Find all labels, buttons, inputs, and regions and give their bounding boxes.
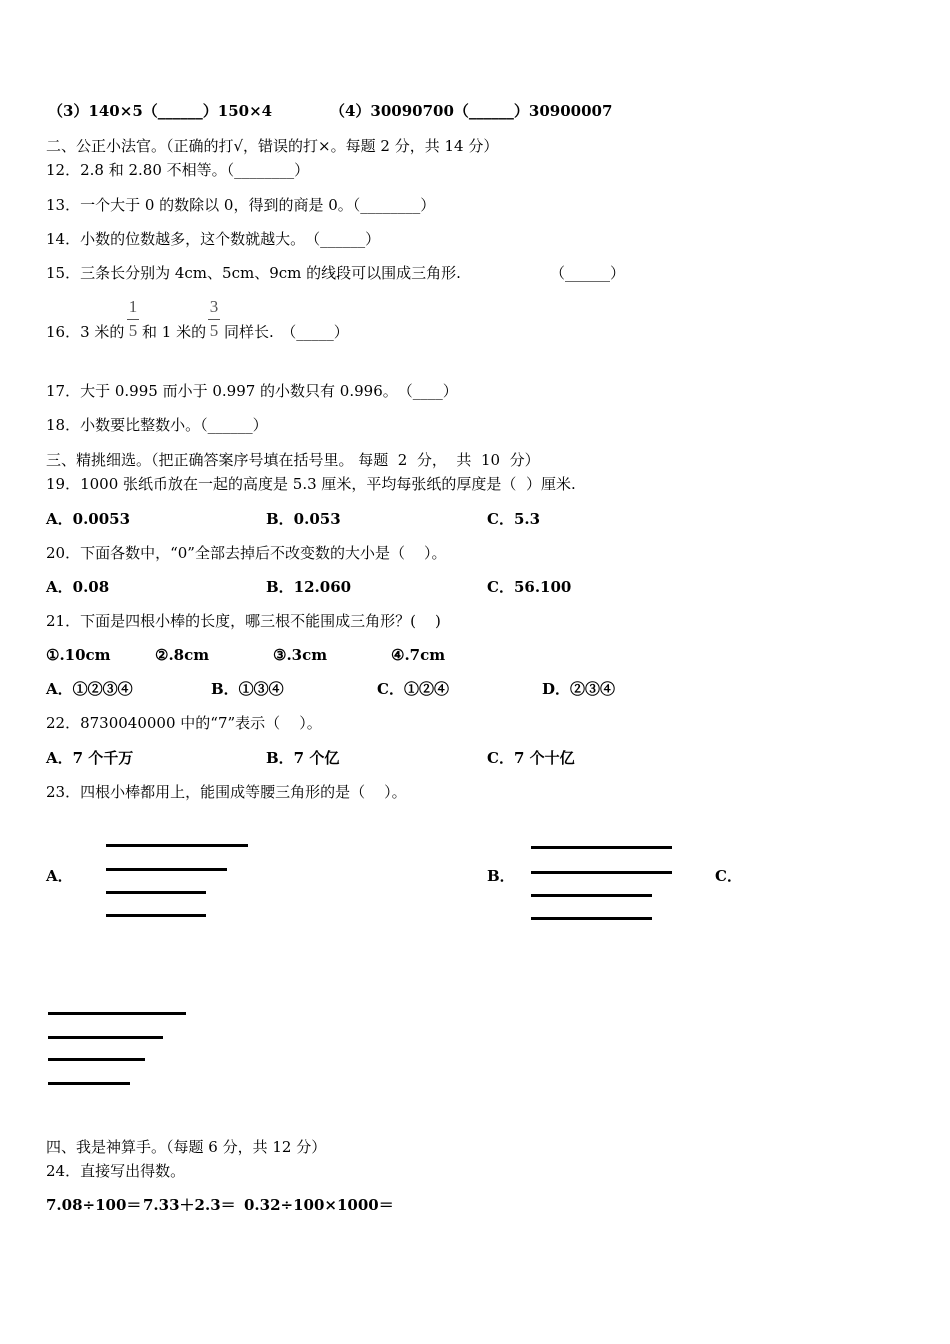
question-21: 21．下面是四根小棒的长度，哪三根不能围成三角形？( ) [46,612,441,630]
q21-item-1: ①.10cm [46,646,111,664]
q22-option-a: A．7 个千万 [46,749,134,767]
question-20: 20．下面各数中，“0”全部去掉后不改变数的大小是（ ）。 [46,544,447,562]
q21-option-d: D．②③④ [542,680,616,698]
q21-item-4: ④.7cm [391,646,446,664]
question-14: 14．小数的位数越多，这个数就越大。 （______） [46,230,381,248]
question-22: 22．8730040000 中的“7”表示（ ）。 [46,714,322,732]
q11-part3: （3）140×5（______）150×4 [48,102,273,120]
question-18: 18．小数要比整数小。（______） [46,416,268,434]
q20-option-c: C．56.100 [487,578,572,596]
q21-option-a: A．①②③④ [46,680,133,698]
calc-2: 7.33＋2.3＝ [143,1196,236,1214]
q21-item-3: ③.3cm [273,646,328,664]
fraction-one-fifth-denominator: 5 [128,321,138,340]
q11-part4: （4）30090700（______）30900007 [330,102,613,120]
question-16-part3: 同样长. （_____） [224,323,349,341]
q23-option-c-label: C． [715,867,742,885]
section3-heading: 三、精挑细选。（把正确答案序号填在括号里。 每题 2 分， 共 10 分） [46,451,540,469]
fraction-three-fifths-numerator: 3 [209,297,219,316]
fraction-bar [127,319,139,320]
q19-option-b: B．0.053 [266,510,341,528]
stick [531,894,652,897]
q19-option-c: C．5.3 [487,510,541,528]
section2-heading: 二、公正小法官。（正确的打√，错误的打×。每题 2 分，共 14 分） [46,137,499,155]
question-19: 19．1000 张纸币放在一起的高度是 5.3 厘米，平均每张纸的厚度是（ ）厘米. [46,475,576,493]
stick [48,1058,145,1061]
question-17: 17．大于 0.995 而小于 0.997 的小数只有 0.996。 （____） [46,382,458,400]
question-15: 15．三条长分别为 4cm、5cm、9cm 的线段可以围成三角形. [46,264,461,282]
section4-heading: 四、我是神算手。（每题 6 分，共 12 分） [46,1138,327,1156]
fraction-one-fifth-numerator: 1 [128,297,138,316]
q23-option-a-label: A． [46,867,73,885]
stick [531,871,672,874]
question-16-part1: 16．3 米的 [46,323,125,341]
question-16-part2: 和 1 米的 [142,323,207,341]
question-23: 23．四根小棒都用上，能围成等腰三角形的是（ ）。 [46,783,407,801]
calc-1: 7.08÷100＝ [46,1196,142,1214]
q20-option-b: B．12.060 [266,578,352,596]
question-12: 12．2.8 和 2.80 不相等。（________） [46,161,310,179]
stick [106,914,206,917]
stick [48,1036,163,1039]
calc-3: 0.32÷100×1000＝ [244,1196,394,1214]
question-24: 24．直接写出得数。 [46,1162,186,1180]
q19-option-a: A．0.0053 [46,510,131,528]
stick [106,868,227,871]
stick [48,1082,130,1085]
q20-option-a: A．0.08 [46,578,110,596]
stick [106,891,206,894]
stick [531,917,652,920]
fraction-three-fifths-denominator: 5 [209,321,219,340]
stick [48,1012,186,1015]
q21-item-2: ②.8cm [155,646,210,664]
question-15-blank: （______） [550,264,626,282]
q23-option-b-label: B． [487,867,515,885]
stick [106,844,248,847]
q22-option-b: B．7 个亿 [266,749,340,767]
stick [531,846,672,849]
fraction-bar [208,319,220,320]
q21-option-c: C．①②④ [377,680,449,698]
question-13: 13．一个大于 0 的数除以 0，得到的商是 0。（________） [46,196,436,214]
q21-option-b: B．①③④ [211,680,284,698]
q22-option-c: C．7 个十亿 [487,749,575,767]
